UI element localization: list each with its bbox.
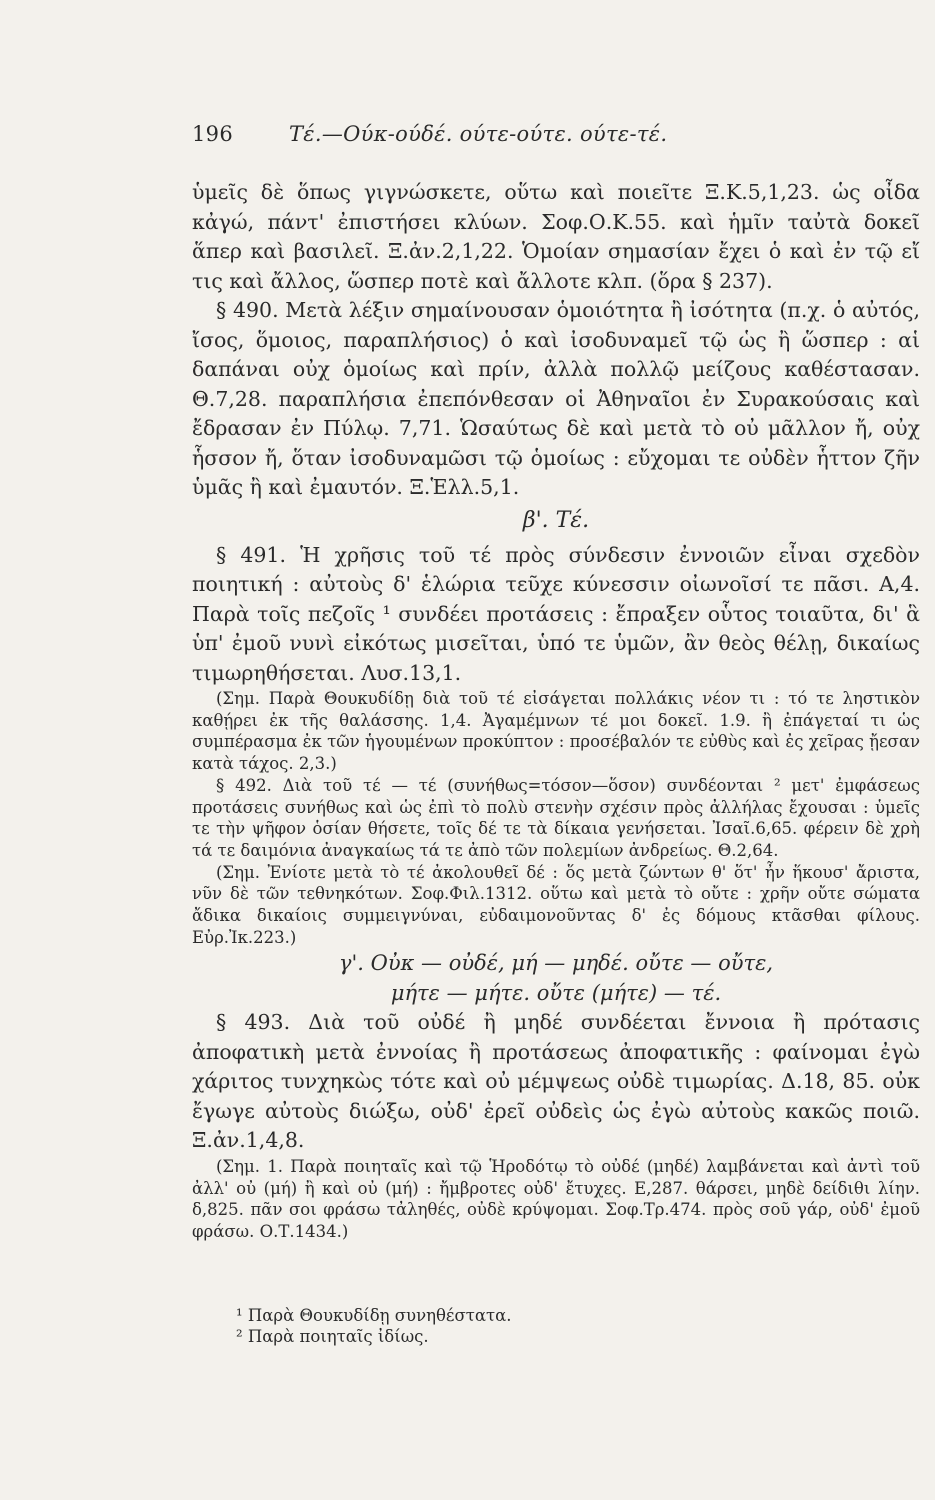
footnotes [236,1305,836,1347]
paragraph-continuation: ὑμεῖς δὲ ὅπως γιγνώσκετε, οὕτω καὶ ποιεῖτε Ξ.Κ.5,1,23. ὡς οἶδα κἀγώ, πάντ' ἐπιστήσει κλύων. Σοφ.Ο.Κ.55. καὶ ἡμῖν ταὐτὰ δοκεῖ ἅπερ καὶ βασιλεῖ. Ξ.ἀν.2,1,22. Ὁμοίαν σημασίαν ἔχει ὁ καὶ ἐν τῷ εἴ τις καὶ ἄλλος, ὥσπερ ποτὲ καὶ ἄλλοτε κλπ. (ὅρα § 237). [192,180,920,293]
note-492: (Σημ. Ἐνίοτε μετὰ τὸ τέ ἀκολουθεῖ δέ : ὅς μετὰ ζώντων θ' ὅτ' ἦν ἥκουσ' ἄριστα, νῦν δὲ τῶν τεθνηκότων. Σοφ.Φιλ.1312. οὕτω καὶ μετὰ τὸ οὔτε : χρῆν οὔτε σώματα ἄδικα δικαίοις συμμειγνύναι, εὐδαιμονοῦντας δ' ἐς δόμους κτᾶσθαι φίλους. Εὐρ.Ἰκ.223.) [192,862,920,947]
paragraph-492: § 492. Διὰ τοῦ τέ — τέ (συνήθως=τόσον—ὅσον) συνδέονται ² μετ' ἐμφάσεως προτάσεις συνήθως καὶ ὡς ἐπὶ τὸ πολὺ στενὴν σχέσιν πρὸς ἀλλήλας ἔχουσαι : ὑμεῖς τε τὴν ψῆφον ὁσίαν θήσετε, τοῖς δέ τε τὰ δίκαια γενήσεται. Ἰσαῖ.6,65. φέρειν δὲ χρὴ τά τε δαιμόνια ἀναγκαίως τά τε ἀπὸ τῶν πολεμίων ἀνδρείως. Θ.2,64. [192,775,920,860]
page-body [192,178,920,1243]
section-heading-beta: β'. Τέ. [522,507,590,533]
running-title: Τέ.—Ούκ-ούδέ. ούτε-ούτε. ούτε-τέ. [288,122,668,146]
section-heading-gamma-line2: μήτε — μήτε. οὔτε (μήτε) — τέ. [390,981,722,1006]
paragraph-490: § 490. Μετὰ λέξιν σημαίνουσαν ὁμοιότητα ἢ ἰσότητα (π.χ. ὁ αὐτός, ἴσος, ὅμοιος, παραπλήσιος) ὁ καὶ ἰσοδυναμεῖ τῷ ὡς ἢ ὥσπερ : αἱ δαπάναι οὐχ ὁμοίως καὶ πρίν, ἀλλὰ πολλῷ μείζους καθέστασαν. Θ.7,28. παραπλήσια ἐπεπόνθεσαν οἱ Ἀθηναῖοι ἐν Συρακούσαις καὶ ἔδρασαν ἐν Πύλῳ. 7,71. Ὡσαύτως δὲ καὶ μετὰ τὸ οὐ μᾶλλον ἤ, οὐχ ἧσσον ἤ, ὅταν ἰσοδυναμῶσι τῷ ὁμοίως : εὔχομαι τε οὐδὲν ἧττον ζῆν ὑμᾶς ἢ καὶ ἐμαυτόν. Ξ.Ἑλλ.5,1. [192,298,920,499]
page-number: 196 [192,122,233,146]
running-header [192,122,752,146]
note-493: (Σημ. 1. Παρὰ ποιηταῖς καὶ τῷ Ἡροδότῳ τὸ οὐδέ (μηδέ) λαμβάνεται καὶ ἀντὶ τοῦ ἀλλ' οὐ (μή) ἢ καὶ οὐ (μή) : ἤμβροτες οὐδ' ἔτυχες. Ε,287. θάρσει, μηδὲ δείδιθι λίην. δ,825. πᾶν σοι φράσω τἀληθές, οὐδὲ κρύψομαι. Σοφ.Τρ.474. πρὸς σοῦ γάρ, οὐδ' ἐμοῦ φράσω. Ο.Τ.1434.) [192,1156,920,1242]
note-491: (Σημ. Παρὰ Θουκυδίδῃ διὰ τοῦ τέ εἰσάγεται πολλάκις νέον τι : τό τε ληστικὸν καθῄρει ἐκ τῆς θαλάσσης. 1,4. Ἀγαμέμνων τέ μοι δοκεῖ. 1.9. ἢ ἐπάγεταί τι ὡς συμπέρασμα ἐκ τῶν ἡγουμένων προκύπτον : προσέβαλόν τε εὐθὺς καὶ ἐς χεῖρας ᾔεσαν κατὰ τάχος. 2,3.) [192,689,920,774]
paragraph-491: § 491. Ἡ χρῆσις τοῦ τέ πρὸς σύνδεσιν ἐννοιῶν εἶναι σχεδὸν ποιητική : αὐτοὺς δ' ἑλώρια τεῦχε κύνεσσιν οἰωνοῖσί τε πᾶσι. Α,4. Παρὰ τοῖς πεζοῖς ¹ συνδέει προτάσεις : ἔπραξεν οὗτος τοιαῦτα, δι' ἃ ὑπ' ἐμοῦ νυνὶ εἰκότως μισεῖται, ὑπό τε ὑμῶν, ἂν θεὸς θέλῃ, δικαίως τιμωρηθήσεται. Λυσ.13,1. [192,542,920,685]
footnote-2: ² Παρὰ ποιηταῖς ἰδίως. [236,1327,429,1346]
section-heading-gamma-line1: γ'. Οὐκ — οὐδέ, μή — μηδέ. οὔτε — οὔτε, [338,951,774,976]
paragraph-493: § 493. Διὰ τοῦ οὐδέ ἢ μηδέ συνδέεται ἔννοια ἢ πρότασις ἀποφατικὴ μετὰ ἐννοίας ἢ προτάσεως ἀποφατικῆς : φαίνομαι ἐγὼ χάριτος τυνχηκὼς τότε καὶ οὐ μέμψεως οὐδὲ τιμωρίας. Δ.18, 85. οὐκ ἔγωγε αὐτοὺς διώξω, οὐδ' ἐρεῖ οὐδεὶς ὡς ἐγὼ αὐτοὺς κακῶς ποιῶ. Ξ.ἀν.1,4,8. [192,1010,920,1153]
footnote-1: ¹ Παρὰ Θουκυδίδῃ συνηθέστατα. [236,1306,512,1325]
